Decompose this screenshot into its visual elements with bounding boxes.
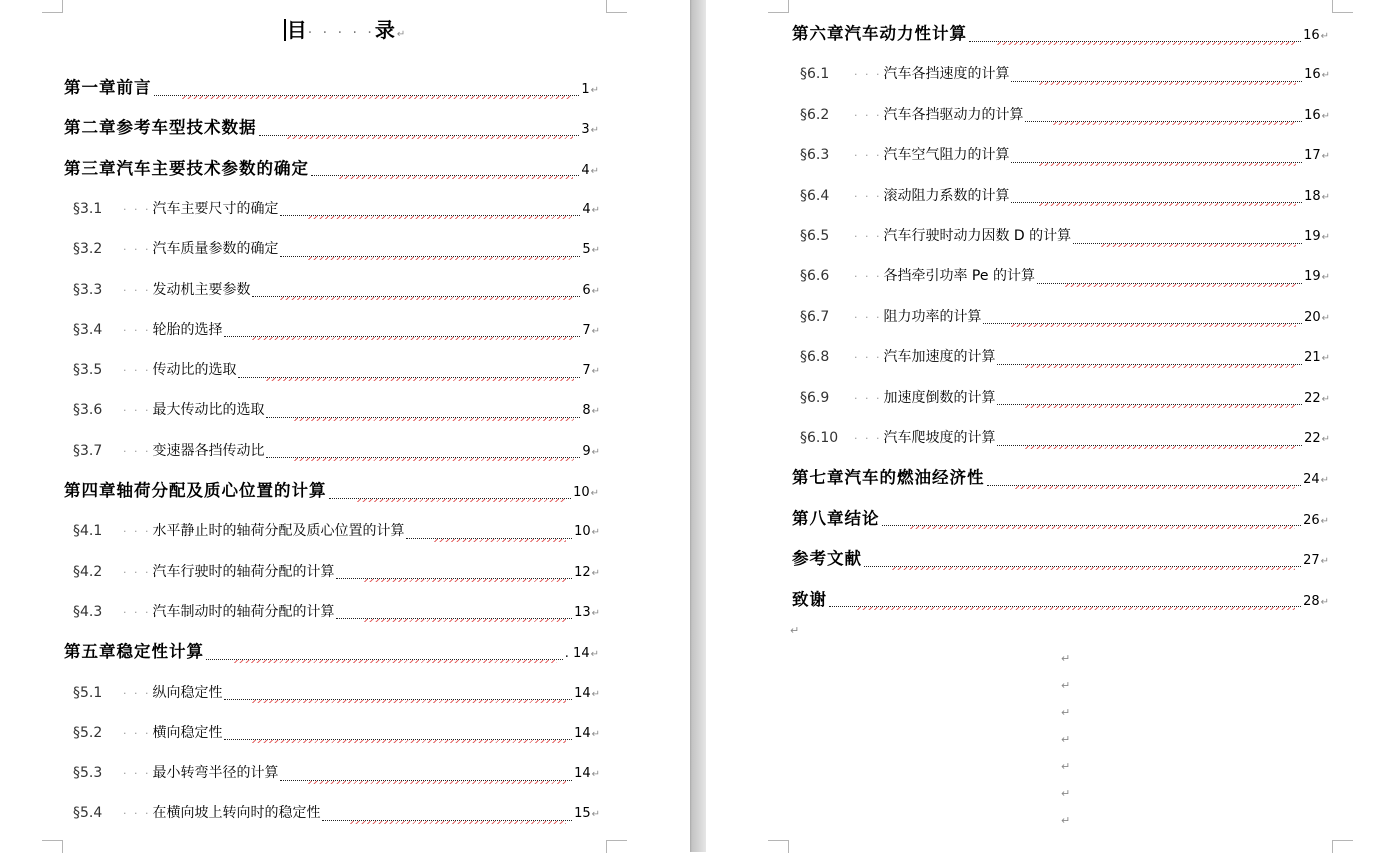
paragraph-mark-icon: ↵ (591, 607, 600, 619)
section-number: §6.7 (800, 308, 830, 325)
chapter-title: 第二章参考车型技术数据 (64, 118, 257, 138)
page-number: 15 (574, 806, 591, 822)
crop-mark (1332, 0, 1353, 13)
section-number: §5.1 (73, 684, 103, 701)
page-number: 28 (1303, 593, 1320, 609)
paragraph-mark-icon: ↵ (591, 325, 600, 337)
paragraph-mark-icon: ↵ (1320, 475, 1330, 487)
toc-section-entry[interactable] (73, 561, 600, 583)
chapter-title: 第三章汽车主要技术参数的确定 (64, 158, 309, 178)
tab-dots: · · · (123, 444, 151, 458)
page-number: 7 (582, 363, 591, 379)
paragraph-mark-icon: ↵ (1320, 515, 1330, 527)
paragraph-mark-icon: ↵ (591, 446, 600, 458)
section-number: §6.10 (800, 430, 839, 446)
toc-chapter-entry[interactable] (792, 467, 1330, 489)
tab-dots: · · · (123, 565, 151, 579)
section-number: §3.6 (73, 402, 103, 419)
dot-leader (1011, 188, 1302, 203)
tab-dots: · · · (123, 202, 151, 216)
dot-leader (336, 604, 572, 619)
section-title: 发动机主要参数 (152, 281, 251, 298)
section-number: §6.1 (800, 66, 830, 83)
tab-dots: · · · (854, 189, 882, 203)
dot-leader (1011, 148, 1302, 163)
tab-dots: · · · (123, 323, 151, 337)
dot-leader (154, 81, 580, 96)
page-number: . 14 (564, 646, 590, 662)
page-number: 21 (1304, 350, 1321, 366)
page-gutter (690, 0, 706, 852)
section-title: 加速度倒数的计算 (883, 389, 996, 406)
tab-dots: · · · (123, 726, 151, 740)
toc-section-entry[interactable] (800, 427, 1330, 449)
paragraph-mark-icon: ↵ (1321, 353, 1330, 365)
paragraph-mark-icon: ↵ (1320, 596, 1330, 608)
paragraph-mark-icon: ↵ (1321, 312, 1330, 324)
section-number: §3.1 (73, 200, 103, 217)
paragraph-mark-icon: ↵ (590, 649, 600, 661)
crop-mark (606, 840, 627, 853)
page-number: 10 (574, 524, 591, 540)
dot-leader (1073, 229, 1302, 244)
page-number: 16 (1303, 28, 1320, 43)
section-title: 水平静止时的轴荷分配及质心位置的计算 (152, 523, 405, 540)
paragraph-mark-icon: ↵ (590, 85, 600, 96)
dot-leader (1011, 67, 1302, 82)
tab-dots: · · · (854, 230, 882, 243)
paragraph-mark-icon: ↵ (1061, 706, 1071, 719)
dot-leader (224, 322, 580, 337)
section-title: 传动比的选取 (152, 362, 237, 379)
toc-chapter-entry[interactable] (64, 480, 600, 502)
paragraph-mark-icon: ↵ (1061, 760, 1071, 773)
text-cursor (284, 19, 286, 41)
toc-chapter-entry[interactable] (792, 508, 1330, 530)
dot-leader (864, 552, 1301, 567)
paragraph-mark-icon: ↵ (1061, 733, 1071, 746)
page-number: 16 (1304, 67, 1321, 83)
toc-chapter-entry[interactable] (792, 548, 1330, 570)
chapter-title: 第七章汽车的燃油经济性 (792, 468, 985, 488)
toc-chapter-entry[interactable] (792, 23, 1330, 45)
paragraph-mark-icon: ↵ (790, 624, 800, 637)
paragraph-mark-icon: ↵ (1061, 787, 1071, 800)
section-number: §5.4 (73, 805, 103, 822)
section-title: 汽车主要尺寸的确定 (152, 200, 279, 217)
title-start: 目 (286, 18, 308, 42)
title-dots: · · · · · (307, 25, 375, 41)
toc-section-entry[interactable] (800, 63, 1330, 85)
section-title: 在横向坡上转向时的稳定性 (152, 805, 321, 822)
page-number: 17 (1304, 148, 1321, 164)
dot-leader (829, 592, 1301, 607)
page-number: 26 (1303, 512, 1320, 528)
paragraph-mark-icon: ↵ (1061, 814, 1071, 827)
toc-section-entry[interactable] (73, 762, 600, 784)
section-title: 汽车行驶时动力因数 D 的计算 (883, 228, 1072, 244)
toc-section-entry[interactable] (73, 279, 600, 301)
page-number: 5 (582, 242, 591, 258)
tab-dots: · · · (854, 108, 882, 122)
paragraph-mark-icon: ↵ (590, 165, 600, 177)
section-number: §6.4 (800, 187, 830, 204)
section-title: 汽车加速度的计算 (883, 349, 996, 366)
left-page (0, 0, 690, 852)
tab-dots: · · · (854, 149, 882, 163)
dot-leader (280, 242, 580, 257)
paragraph-mark-icon: ↵ (591, 688, 600, 700)
toc-section-entry[interactable] (73, 238, 600, 260)
section-title: 各挡牵引功率 Pe 的计算 (883, 268, 1035, 285)
paragraph-mark-icon: ↵ (1321, 393, 1330, 405)
tab-dots: · · · (123, 404, 151, 418)
page-number: 4 (581, 162, 590, 178)
section-title: 汽车行驶时的轴荷分配的计算 (152, 563, 335, 580)
section-title: 最小转弯半径的计算 (152, 765, 279, 782)
dot-leader (311, 161, 579, 176)
page-number: 10 (573, 485, 590, 500)
section-title: 阻力功率的计算 (883, 308, 982, 325)
section-number: §6.2 (800, 106, 830, 123)
section-number: §3.5 (73, 362, 103, 379)
toc-section-entry[interactable] (800, 387, 1330, 409)
section-number: §4.1 (73, 523, 103, 540)
chapter-title: 致谢 (792, 589, 827, 609)
paragraph-mark-icon: ↵ (590, 125, 600, 137)
section-number: §3.4 (73, 321, 103, 338)
paragraph-mark-icon: ↵ (1320, 31, 1330, 42)
paragraph-mark-icon: ↵ (1321, 232, 1330, 243)
toc-section-entry[interactable] (73, 399, 600, 421)
paragraph-mark-icon: ↵ (1321, 191, 1330, 203)
toc-chapter-entry[interactable] (64, 158, 600, 180)
section-title: 汽车制动时的轴荷分配的计算 (152, 603, 335, 620)
page-number: 20 (1304, 309, 1321, 325)
section-title: 轮胎的选择 (152, 321, 223, 338)
paragraph-mark-icon: ↵ (1321, 434, 1330, 445)
tab-dots: · · · (123, 364, 151, 378)
paragraph-mark-icon: ↵ (1321, 272, 1330, 284)
section-number: §3.7 (73, 442, 103, 459)
section-title: 汽车爬坡度的计算 (883, 430, 996, 446)
toc-chapter-entry[interactable] (64, 77, 600, 99)
dot-leader (280, 766, 572, 781)
toc-section-entry[interactable] (800, 306, 1330, 328)
dot-leader (329, 484, 572, 499)
section-number: §5.3 (73, 765, 103, 782)
toc-section-entry[interactable] (800, 104, 1330, 126)
paragraph-mark-icon: ↵ (590, 488, 600, 499)
section-title: 纵向稳定性 (152, 684, 223, 701)
dot-leader (224, 685, 572, 700)
crop-mark (42, 0, 63, 13)
toc-section-entry[interactable] (800, 265, 1330, 287)
dot-leader (997, 350, 1302, 365)
crop-mark (42, 840, 63, 853)
crop-mark (768, 840, 789, 853)
paragraph-mark-icon: ↵ (1321, 110, 1330, 122)
page-number: 16 (1304, 107, 1321, 123)
paragraph-mark-icon: ↵ (591, 406, 600, 418)
toc-chapter-entry[interactable] (792, 589, 1330, 611)
paragraph-mark-icon: ↵ (591, 366, 600, 378)
dot-leader (206, 645, 563, 660)
toc-section-entry[interactable] (73, 198, 600, 220)
paragraph-mark-icon: ↵ (1320, 556, 1330, 568)
page-number: 6 (582, 282, 591, 298)
dot-leader (238, 363, 580, 378)
chapter-title: 第四章轴荷分配及质心位置的计算 (64, 481, 327, 500)
section-number: §3.2 (73, 241, 103, 258)
dot-leader (224, 725, 572, 740)
paragraph-mark-icon: ↵ (1061, 652, 1071, 665)
section-title: 滚动阻力系数的计算 (883, 187, 1010, 204)
dot-leader (1037, 269, 1302, 284)
dot-leader (252, 282, 580, 297)
toc-section-entry[interactable] (800, 144, 1330, 166)
page-number: 14 (574, 725, 591, 741)
paragraph-mark-icon: ↵ (1321, 70, 1330, 82)
dot-leader (997, 390, 1302, 405)
toc-section-entry[interactable] (73, 520, 600, 542)
dot-leader (280, 201, 580, 216)
crop-mark (606, 0, 627, 13)
section-title: 横向稳定性 (152, 724, 223, 741)
section-number: §4.3 (73, 603, 103, 620)
section-title: 变速器各挡传动比 (152, 442, 265, 459)
toc-section-entry[interactable] (800, 346, 1330, 368)
paragraph-mark-icon: ↵ (1061, 679, 1071, 692)
toc-section-entry[interactable] (73, 802, 600, 824)
toc-section-entry[interactable] (73, 722, 600, 744)
paragraph-mark-icon: ↵ (396, 29, 407, 40)
page-number: 22 (1304, 431, 1321, 446)
dot-leader (406, 524, 572, 539)
page-number: 8 (582, 403, 591, 419)
paragraph-mark-icon: ↵ (591, 809, 600, 821)
page-number: 12 (574, 564, 591, 580)
page-number: 4 (582, 201, 591, 217)
toc-chapter-entry[interactable] (64, 117, 600, 139)
title-end: 录 (374, 18, 396, 42)
toc-chapter-entry[interactable] (64, 641, 600, 663)
toc-section-entry[interactable] (800, 225, 1330, 247)
toc-section-entry[interactable] (73, 601, 600, 623)
dot-leader (987, 471, 1302, 486)
tab-dots: · · · (854, 68, 882, 82)
page-number: 24 (1303, 472, 1320, 488)
page-number: 3 (581, 122, 590, 138)
chapter-title: 第五章稳定性计算 (64, 642, 204, 662)
page-number: 13 (574, 604, 591, 620)
section-number: §5.2 (73, 724, 103, 741)
page-number: 9 (582, 443, 591, 459)
page-number: 1 (581, 82, 590, 97)
paragraph-mark-icon: ↵ (591, 527, 600, 539)
toc-section-entry[interactable] (73, 359, 600, 381)
paragraph-mark-icon: ↵ (591, 204, 600, 216)
section-number: §6.9 (800, 389, 830, 406)
paragraph-mark-icon: ↵ (591, 285, 600, 297)
tab-dots: · · · (123, 243, 151, 257)
tab-dots: · · · (123, 686, 151, 700)
paragraph-mark-icon: ↵ (591, 245, 600, 257)
chapter-title: 第八章结论 (792, 508, 880, 528)
dot-leader (322, 806, 572, 821)
toc-section-entry[interactable] (73, 440, 600, 462)
toc-section-entry[interactable] (73, 682, 600, 704)
tab-dots: · · · (854, 351, 882, 365)
dot-leader (997, 431, 1302, 446)
tab-dots: · · · (123, 283, 151, 297)
section-number: §6.8 (800, 349, 830, 366)
paragraph-mark-icon: ↵ (591, 567, 600, 579)
section-title: 汽车各挡速度的计算 (883, 66, 1010, 83)
dot-leader (266, 403, 580, 418)
section-number: §3.3 (73, 281, 103, 298)
toc-section-entry[interactable] (73, 319, 600, 341)
section-number: §6.3 (800, 147, 830, 164)
section-title: 最大传动比的选取 (152, 402, 265, 419)
tab-dots: · · · (854, 270, 882, 284)
paragraph-mark-icon: ↵ (1321, 151, 1330, 163)
tab-dots: · · · (854, 310, 882, 324)
page-number: 14 (574, 766, 591, 782)
chapter-title: 第六章汽车动力性计算 (792, 24, 967, 43)
toc-section-entry[interactable] (800, 185, 1330, 207)
crop-mark (768, 0, 789, 13)
dot-leader (1025, 107, 1302, 122)
paragraph-mark-icon: ↵ (591, 769, 600, 781)
chapter-title: 第一章前言 (64, 78, 152, 97)
tab-dots: · · · (854, 391, 882, 405)
section-title: 汽车空气阻力的计算 (883, 147, 1010, 164)
tab-dots: · · · (123, 525, 151, 539)
page-number: 14 (574, 685, 591, 701)
dot-leader (259, 121, 580, 136)
dot-leader (983, 309, 1302, 324)
tab-dots: · · · (123, 605, 151, 619)
dot-leader (266, 443, 580, 458)
crop-mark (1332, 840, 1353, 853)
tab-dots: · · · (854, 432, 882, 445)
toc-title (0, 14, 690, 43)
chapter-title: 参考文献 (792, 549, 862, 569)
page-number: 19 (1304, 229, 1321, 244)
tab-dots: · · · (123, 767, 151, 781)
dot-leader (882, 511, 1302, 526)
section-number: §6.6 (800, 268, 830, 285)
dot-leader (969, 27, 1301, 42)
section-number: §4.2 (73, 563, 103, 580)
right-page (706, 0, 1395, 852)
page-number: 22 (1304, 390, 1321, 406)
page-number: 19 (1304, 269, 1321, 285)
section-title: 汽车各挡驱动力的计算 (883, 106, 1024, 123)
tab-dots: · · · (123, 807, 151, 821)
section-number: §6.5 (800, 228, 830, 244)
page-number: 7 (582, 322, 591, 338)
paragraph-mark-icon: ↵ (591, 728, 600, 740)
page-number: 18 (1304, 188, 1321, 204)
section-title: 汽车质量参数的确定 (152, 241, 279, 258)
page-number: 27 (1303, 553, 1320, 569)
dot-leader (336, 564, 572, 579)
